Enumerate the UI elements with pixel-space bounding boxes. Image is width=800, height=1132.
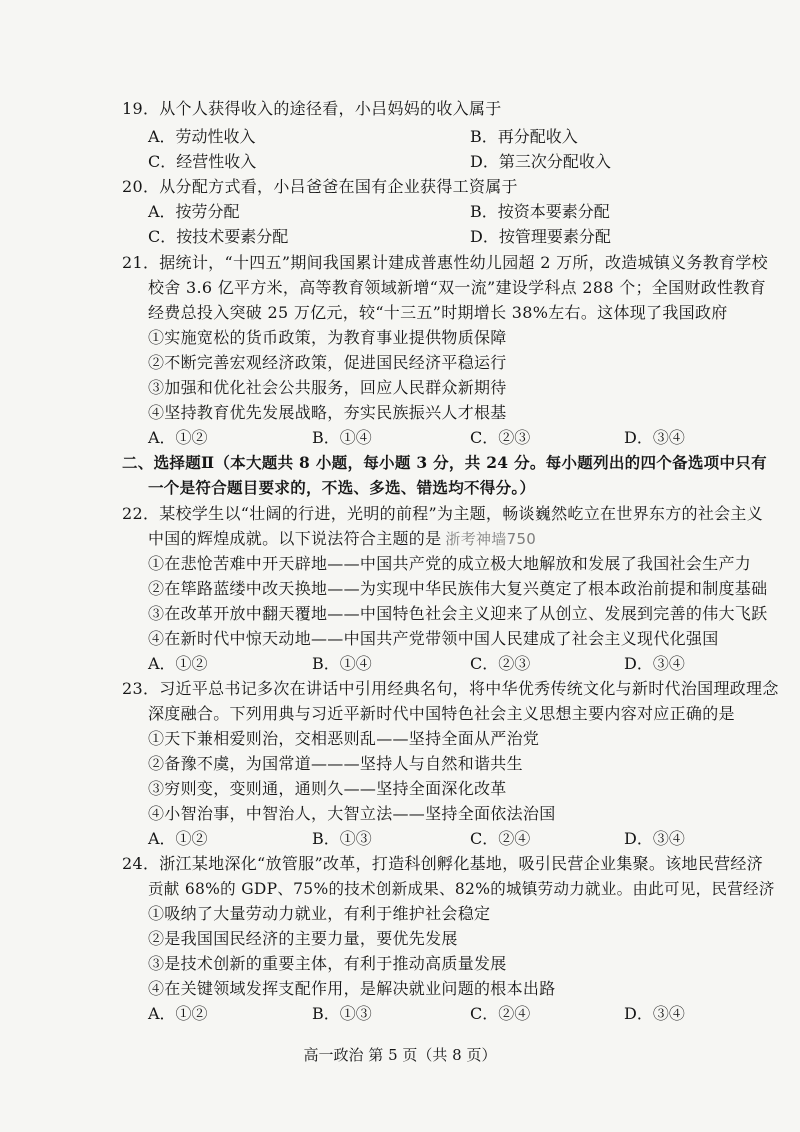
q23-item-4: ④小智治事，中智治人，大智立法——坚持全面依法治国 (148, 804, 556, 823)
question-23-line-1: 23．习近平总书记多次在讲话中引用经典名句，将中华优秀传统文化与新时代治国理政理念 (122, 679, 779, 698)
question-24-line-1: 24．浙江某地深化“放管服”改革，打造科创孵化基地，吸引民营企业集聚。该地民营经济 (122, 854, 764, 873)
q22-item-1: ①在悲怆苦难中开天辟地——中国共产党的成立极大地解放和发展了我国社会生产力 (148, 554, 752, 573)
q21-item-2: ②不断完善宏观经济政策，促进国民经济平稳运行 (148, 353, 507, 372)
q21-option-a: A．①② (148, 428, 208, 447)
q24-item-1: ①吸纳了大量劳动力就业，有利于维护社会稳定 (148, 904, 491, 923)
section-2-instructions: 一个是符合题目要求的，不选、多选、错选均不得分。） (148, 478, 536, 497)
q20-option-a: A．按劳分配 (148, 202, 240, 221)
q20-option-b: B．按资本要素分配 (470, 202, 610, 221)
q19-option-c: C．经营性收入 (148, 152, 257, 171)
q24-item-3: ③是技术创新的重要主体，有利于推动高质量发展 (148, 954, 507, 973)
q23-item-2: ②备豫不虞，为国常道———坚持人与自然和谐共生 (148, 754, 523, 773)
q21-option-c: C．②③ (470, 428, 531, 447)
q24-option-c: C．②④ (470, 1004, 531, 1023)
q20-option-c: C．按技术要素分配 (148, 227, 289, 246)
question-21-line-3: 经费总投入突破 25 万亿元，较“十三五”时期增长 38%左右。这体现了我国政府 (148, 303, 728, 322)
q24-item-2: ②是我国国民经济的主要力量，要优先发展 (148, 929, 458, 948)
q21-option-d: D．③④ (624, 428, 685, 447)
section-2-heading: 二、选择题Ⅱ（本大题共 8 小题，每小题 3 分，共 24 分。每小题列出的四个备选项中只有 (122, 453, 767, 472)
q21-item-4: ④坚持教育优先发展战略，夯实民族振兴人才根基 (148, 403, 507, 422)
question-20-stem: 20．从分配方式看，小吕爸爸在国有企业获得工资属于 (122, 177, 518, 196)
question-23-line-2: 深度融合。下列用典与习近平新时代中国特色社会主义思想主要内容对应正确的是 (148, 704, 735, 723)
q22-option-d: D．③④ (624, 654, 685, 673)
q22-option-a: A．①② (148, 654, 208, 673)
q24-option-b: B．①③ (312, 1004, 372, 1023)
watermark-text: 浙考神墙750 (445, 530, 537, 548)
q21-option-b: B．①④ (312, 428, 372, 447)
q19-option-a: A．劳动性收入 (148, 127, 256, 146)
q21-item-3: ③加强和优化社会公共服务，回应人民群众新期待 (148, 378, 507, 397)
q19-option-b: B．再分配收入 (470, 127, 578, 146)
question-22-line-1: 22．某校学生以“壮阔的行进，光明的前程”为主题，畅谈巍然屹立在世界东方的社会主义 (122, 504, 764, 523)
q22-item-2: ②在筚路蓝缕中改天换地——为实现中华民族伟大复兴奠定了根本政治前提和制度基础 (148, 579, 768, 598)
q22-option-c: C．②③ (470, 654, 531, 673)
question-22-line-2 (148, 528, 536, 550)
q23-option-d: D．③④ (624, 829, 685, 848)
q22-item-3: ③在改革开放中翻天覆地——中国特色社会主义迎来了从创立、发展到完善的伟大飞跃 (148, 604, 768, 623)
question-24-line-2: 贡献 68%的 GDP、75%的技术创新成果、82%的城镇劳动力就业。由此可见，民营经济 (148, 880, 775, 898)
q24-option-d: D．③④ (624, 1004, 685, 1023)
q23-option-b: B．①③ (312, 829, 372, 848)
q23-option-a: A．①② (148, 829, 208, 848)
q23-option-c: C．②④ (470, 829, 531, 848)
question-21-line-2: 校舍 3.6 亿平方米，高等教育领域新增“双一流”建设学科点 288 个；全国财政性教育 (148, 278, 766, 297)
q23-item-1: ①天下兼相爱则治，交相恶则乱——坚持全面从严治党 (148, 729, 540, 748)
q24-option-a: A．①② (148, 1004, 208, 1023)
q24-item-4: ④在关键领域发挥支配作用，是解决就业问题的根本出路 (148, 979, 556, 998)
q19-option-d: D．第三次分配收入 (470, 152, 611, 171)
q23-item-3: ③穷则变，变则通，通则久——坚持全面深化改革 (148, 779, 507, 798)
question-21-line-1: 21．据统计，“十四五”期间我国累计建成普惠性幼儿园超 2 万所，改造城镇义务教育学校 (122, 253, 768, 272)
page-footer: 高一政治 第 5 页（共 8 页） (303, 1046, 497, 1064)
question-19-stem: 19．从个人获得收入的途径看，小吕妈妈的收入属于 (122, 99, 502, 118)
q22-option-b: B．①④ (312, 654, 372, 673)
q22-item-4: ④在新时代中惊天动地——中国共产党带领中国人民建成了社会主义现代化强国 (148, 629, 719, 648)
question-22-stem-end: 中国的辉煌成就。以下说法符合主题的是 (148, 529, 442, 548)
q21-item-1: ①实施宽松的货币政策，为教育事业提供物质保障 (148, 328, 507, 347)
q20-option-d: D．按管理要素分配 (470, 227, 611, 246)
